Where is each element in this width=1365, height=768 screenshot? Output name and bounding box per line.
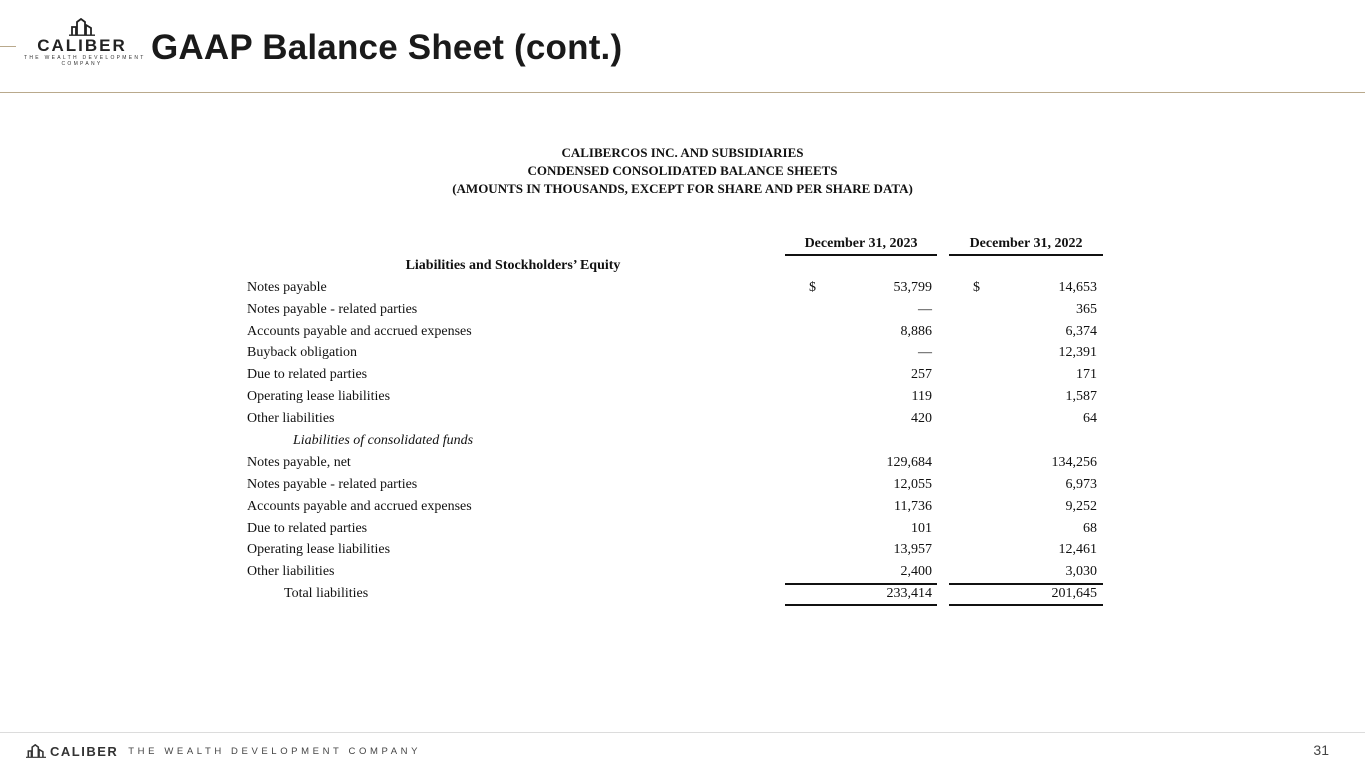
- total-2022: 201,645: [1051, 586, 1097, 602]
- subsection-label: Liabilities of consolidated funds: [293, 433, 474, 449]
- table-row: [247, 277, 1107, 299]
- logo-tagline: THE WEALTH DEVELOPMENT: [24, 55, 146, 61]
- row-label: Notes payable - related parties: [247, 476, 418, 492]
- table-row: [247, 561, 1107, 583]
- row-label: Operating lease liabilities: [247, 389, 391, 405]
- row-label: Notes payable: [247, 279, 327, 295]
- table-row: [247, 452, 1107, 474]
- value-2022: 6,973: [1065, 476, 1097, 492]
- value-2023: 119: [911, 389, 932, 405]
- table-row: [247, 474, 1107, 496]
- row-label: Notes payable, net: [247, 454, 351, 470]
- caliber-buildings-icon: [26, 744, 46, 758]
- value-2022: 365: [1076, 301, 1097, 317]
- caliber-logo: [24, 18, 146, 74]
- value-2022: 64: [1083, 411, 1097, 427]
- table-row: [247, 321, 1107, 343]
- table-row: [247, 408, 1107, 430]
- value-2022: 171: [1076, 367, 1097, 383]
- value-2022: 9,252: [1065, 498, 1097, 514]
- value-2022: 12,391: [1058, 345, 1097, 361]
- value-2022: 68: [1083, 520, 1097, 536]
- currency-symbol: $: [809, 279, 816, 295]
- table-row: [247, 299, 1107, 321]
- table-row: [247, 386, 1107, 408]
- logo-wordmark: CALIBER: [37, 36, 127, 55]
- value-2023: 257: [911, 367, 932, 383]
- header-divider: [0, 92, 1365, 93]
- value-2023: 53,799: [893, 279, 932, 295]
- row-label: Accounts payable and accrued expenses: [247, 498, 472, 514]
- footer-tagline: THE WEALTH DEVELOPMENT COMPANY: [128, 745, 422, 757]
- value-2023: —: [918, 301, 932, 317]
- row-label: Notes payable - related parties: [247, 301, 418, 317]
- total-2023: 233,414: [886, 586, 932, 602]
- total-bottom-rule-2023: [785, 604, 937, 606]
- value-2023: 420: [911, 411, 932, 427]
- footer-divider: [0, 732, 1365, 733]
- row-label: Other liabilities: [247, 564, 335, 580]
- column-header-row: [247, 233, 1107, 255]
- section-title-row: [247, 255, 1107, 277]
- balance-sheet-table: [247, 233, 1107, 605]
- report-heading: [0, 144, 1365, 198]
- table-row: [247, 364, 1107, 386]
- footer-brand: [26, 742, 421, 760]
- row-label: Operating lease liabilities: [247, 542, 391, 558]
- row-label: Buyback obligation: [247, 345, 358, 361]
- total-row: [247, 583, 1107, 605]
- value-2022: 14,653: [1058, 279, 1097, 295]
- table-row: [247, 342, 1107, 364]
- value-2023: 8,886: [900, 323, 932, 339]
- currency-symbol: $: [973, 279, 980, 295]
- slide-header: [0, 0, 1365, 93]
- caliber-buildings-icon: [69, 18, 95, 36]
- row-label: Due to related parties: [247, 520, 368, 536]
- row-label: Due to related parties: [247, 367, 368, 383]
- report-units: (AMOUNTS IN THOUSANDS, EXCEPT FOR SHARE AND PER SHARE DATA): [452, 181, 913, 196]
- row-label: Other liabilities: [247, 411, 335, 427]
- header-accent-tick: [0, 46, 16, 47]
- column-header-2023: December 31, 2023: [804, 236, 918, 251]
- value-2023: 12,055: [893, 476, 932, 492]
- value-2023: 13,957: [893, 542, 932, 558]
- value-2022: 134,256: [1051, 454, 1097, 470]
- row-label: Accounts payable and accrued expenses: [247, 323, 472, 339]
- value-2022: 6,374: [1065, 323, 1097, 339]
- page-number: 31: [1313, 742, 1329, 758]
- report-company: CALIBERCOS INC. AND SUBSIDIARIES: [561, 145, 804, 160]
- report-statement: CONDENSED CONSOLIDATED BALANCE SHEETS: [527, 163, 838, 178]
- value-2022: 3,030: [1065, 564, 1097, 580]
- column-header-2022: December 31, 2022: [969, 236, 1083, 251]
- logo-tagline-company: COMPANY: [61, 61, 103, 67]
- table-row: [247, 518, 1107, 540]
- value-2022: 1,587: [1065, 389, 1097, 405]
- table-row: [247, 496, 1107, 518]
- value-2022: 12,461: [1058, 542, 1097, 558]
- value-2023: 11,736: [894, 498, 932, 514]
- total-label: Total liabilities: [284, 586, 369, 602]
- page-title: GAAP Balance Sheet (cont.): [151, 28, 623, 67]
- table-row: [247, 539, 1107, 561]
- value-2023: 129,684: [886, 454, 932, 470]
- section-title: Liabilities and Stockholders’ Equity: [405, 257, 621, 273]
- value-2023: 2,400: [900, 564, 932, 580]
- value-2023: —: [918, 345, 932, 361]
- total-bottom-rule-2022: [949, 604, 1103, 606]
- subsection-row: [247, 430, 1107, 452]
- footer-wordmark: CALIBER: [50, 743, 119, 759]
- value-2023: 101: [911, 520, 932, 536]
